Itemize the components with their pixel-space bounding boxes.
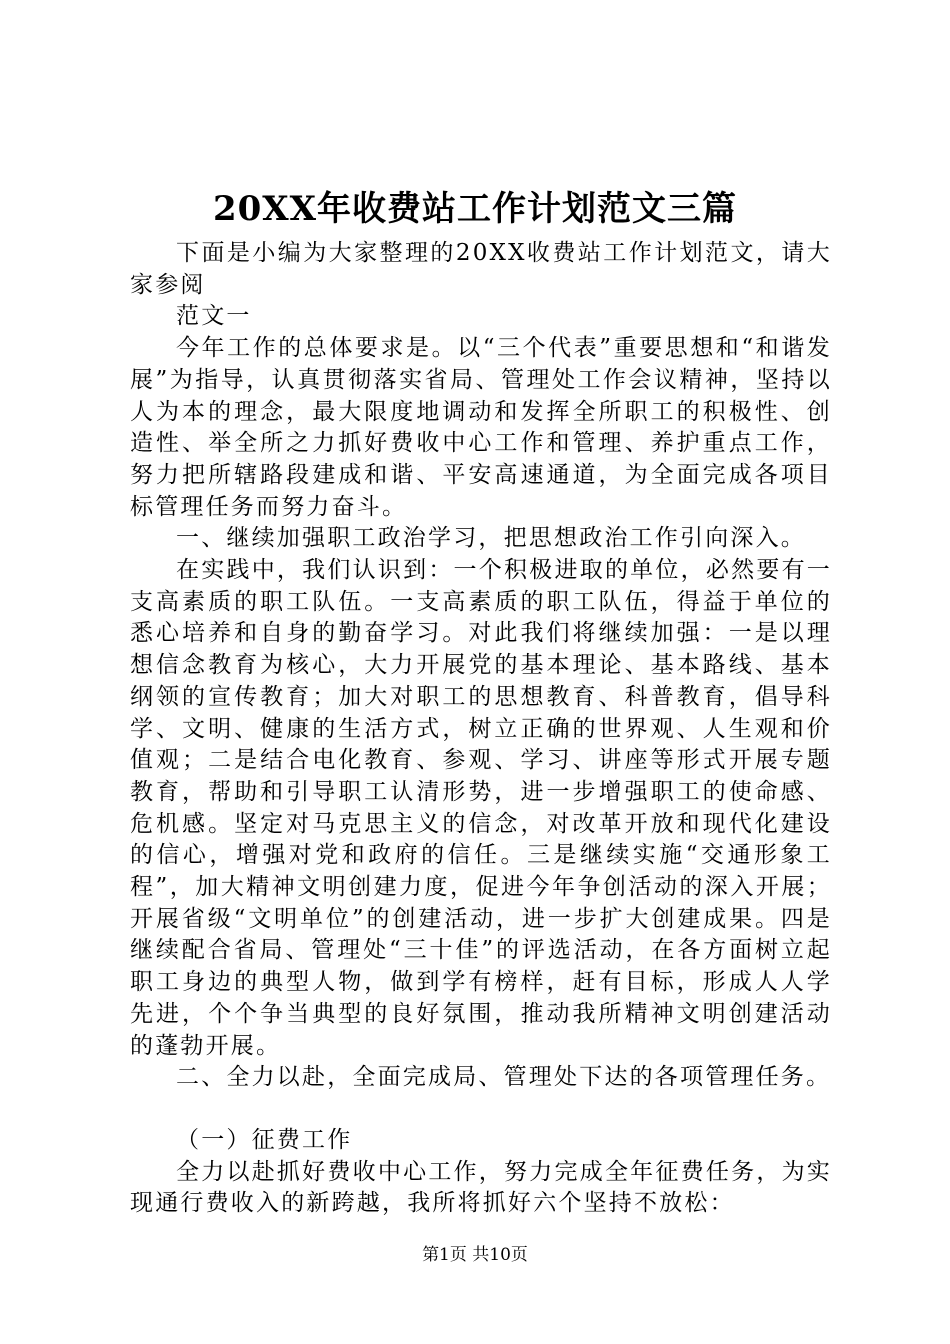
- section-heading-two: 二、全力以赴，全面完成局、管理处下达的各项管理任务。: [176, 1064, 832, 1091]
- section-label-sample-one: 范文一: [176, 303, 252, 330]
- overall-requirements-paragraph: 今年工作的总体要求是。以“三个代表”重要思想和“和谐发展”为指导，认真贯彻落实省局、管理处工作会议精神，坚持以人为本的理念，最大限度地调动和发挥全所职工的积极性、创造性、举全所之力抓好费收中心工作和管理、养护重点工作，努力把所辖路段建成和谐、平安高速通道，为全面完成各项目标管理任务而努力奋斗。: [130, 335, 832, 520]
- page-footer: 第1页 共10页: [422, 1245, 528, 1265]
- toll-work-paragraph: 全力以赴抓好费收中心工作，努力完成全年征费任务，为实现通行费收入的新跨越，我所将抓好六个坚持不放松：: [130, 1158, 832, 1217]
- subsection-heading-toll: （一）征费工作: [176, 1126, 353, 1153]
- practice-paragraph: 在实践中，我们认识到：一个积极进取的单位，必然要有一支高素质的职工队伍。一支高素质的职工队伍，得益于单位的悉心培养和自身的勤奋学习。对此我们将继续加强：一是以理想信念教育为核心，大力开展党的基本理论、基本路线、基本纲领的宣传教育；加大对职工的思想教育、科普教育，倡导科学、文明、健康的生活方式，树立正确的世界观、人生观和价值观；二是结合电化教育、参观、学习、讲座等形式开展专题教育，帮助和引导职工认清形势，进一步增强职工的使命感、危机感。坚定对马克思主义的信念，对改革开放和现代化建设的信心，增强对党和政府的信任。三是继续实施“交通形象工程”，加大精神文明创建力度，促进今年争创活动的深入开展；开展省级“文明单位”的创建活动，进一步扩大创建成果。四是继续配合省局、管理处“三十佳”的评选活动，在各方面树立起职工身边的典型人物，做到学有榜样，赶有目标，形成人人学先进，个个争当典型的良好氛围，推动我所精神文明创建活动的蓬勃开展。: [130, 557, 832, 1059]
- intro-paragraph: 下面是小编为大家整理的20XX收费站工作计划范文，请大家参阅: [130, 240, 832, 298]
- section-heading-one: 一、继续加强职工政治学习，把思想政治工作引向深入。: [176, 525, 806, 552]
- document-title: 20XX年收费站工作计划范文三篇: [212, 189, 738, 229]
- document-body: [130, 238, 832, 1220]
